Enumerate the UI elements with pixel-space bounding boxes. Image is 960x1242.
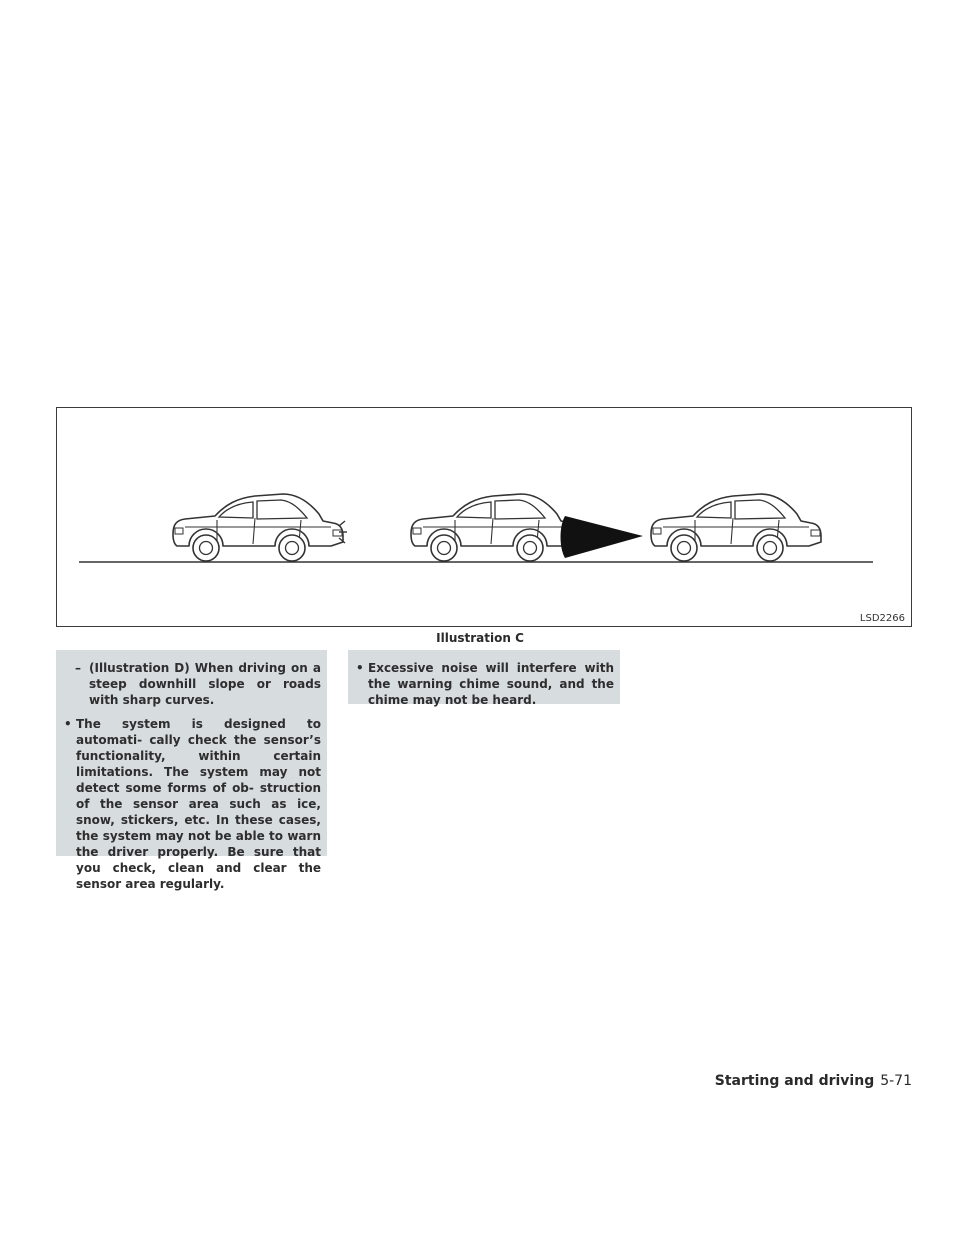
section-title: Starting and driving [714,1073,875,1089]
list-item [356,660,614,708]
car-2 [411,494,581,561]
figure-caption: Illustration C [436,631,524,645]
bullet-mark: • [64,717,72,731]
bullet-mark: • [356,661,364,675]
item-text: The system is designed to automati- cally check the sensor’s functionality, within certain limitations. The system may not detect some forms of ob- struction of the sensor area such as ice, snow, stickers, etc. In these cases, the system may not be able to warn the driver properly. Be sure that you check, clean and clear the sensor area regularly. [76,717,321,891]
illustration-c-figure [56,407,912,627]
figure-code: LSD2266 [859,613,905,624]
list-item [64,716,321,892]
page-number: 5-71 [880,1073,912,1089]
detection-beam-icon [561,516,644,558]
dash-mark: – [75,661,81,675]
caution-note-right [348,650,620,707]
item-text: Excessive noise will interfere with the warning chime sound, and the chime may not be heard. [368,661,614,707]
car-1 [173,494,343,561]
car-3 [651,494,821,561]
page-footer [715,1073,912,1089]
cars-illustration [57,408,913,628]
caution-note-left [56,650,327,891]
list-item [64,660,321,708]
item-text: (Illustration D) When driving on a steep downhill slope or roads with sharp curves. [89,661,321,707]
